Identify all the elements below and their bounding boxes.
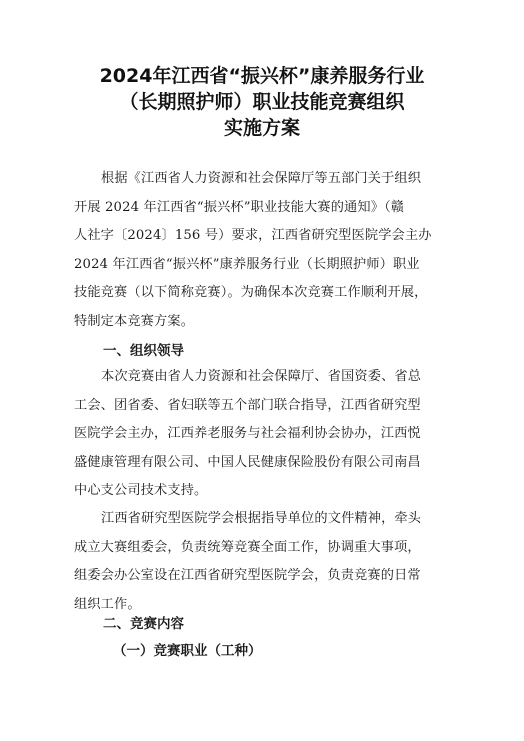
org-p2-line-4: 组织工作。	[74, 596, 141, 612]
org-p1-line-3: 医院学会主办，江西养老服务与社会福利协会协办，江西悦	[74, 426, 421, 442]
section-heading-content: 二、竞赛内容	[103, 616, 184, 632]
intro-paragraph	[74, 165, 454, 337]
org-p2-line-2: 成立大赛组委会，负责统筹竞赛全面工作，协调重大事项，	[74, 539, 421, 555]
org-p1-line-4: 盛健康管理有限公司、中国人民健康保险股份有限公司南昌	[74, 454, 421, 470]
org-p1-line-5: 中心支公司技术支持。	[74, 483, 208, 499]
document-title-line-2: （长期照护师）职业技能竞赛组织	[119, 91, 405, 113]
org-p2-line-1: 江西省研究型医院学会根据指导单位的文件精神，牵头	[101, 511, 422, 526]
document-title-line-1: 2024年江西省“振兴杯”康养服务行业	[99, 65, 425, 87]
intro-line-2: 开展 2024 年江西省“振兴杯”职业技能大赛的通知》（赣	[74, 199, 405, 215]
organization-paragraph-1	[74, 363, 454, 506]
intro-line-3: 人社字〔2024〕156 号）要求，江西省研究型医院学会主办	[74, 228, 432, 244]
org-p2-line-3: 组委会办公室设在江西省研究型医院学会，负责竞赛的日常	[74, 568, 421, 584]
intro-line-4: 2024 年江西省“振兴杯”康养服务行业（长期照护师）职业	[74, 256, 420, 272]
org-p1-line-2: 工会、团省委、省妇联等五个部门联合指导，江西省研究型	[74, 397, 421, 413]
organization-paragraph-2	[74, 505, 454, 619]
org-p1-line-1: 本次竞赛由省人力资源和社会保障厅、省国资委、省总	[101, 369, 422, 384]
subsection-heading-occupation: （一）竞赛职业（工种）	[113, 643, 262, 659]
intro-line-5: 技能竞赛（以下简称竞赛）。为确保本次竞赛工作顺利开展，	[74, 285, 428, 301]
intro-line-1: 根据《江西省人力资源和社会保障厅等五部门关于组织	[101, 171, 422, 186]
document-title-line-3: 实施方案	[223, 117, 300, 139]
section-heading-organization: 一、组织领导	[103, 343, 184, 359]
intro-line-6: 特制定本竞赛方案。	[74, 313, 195, 329]
